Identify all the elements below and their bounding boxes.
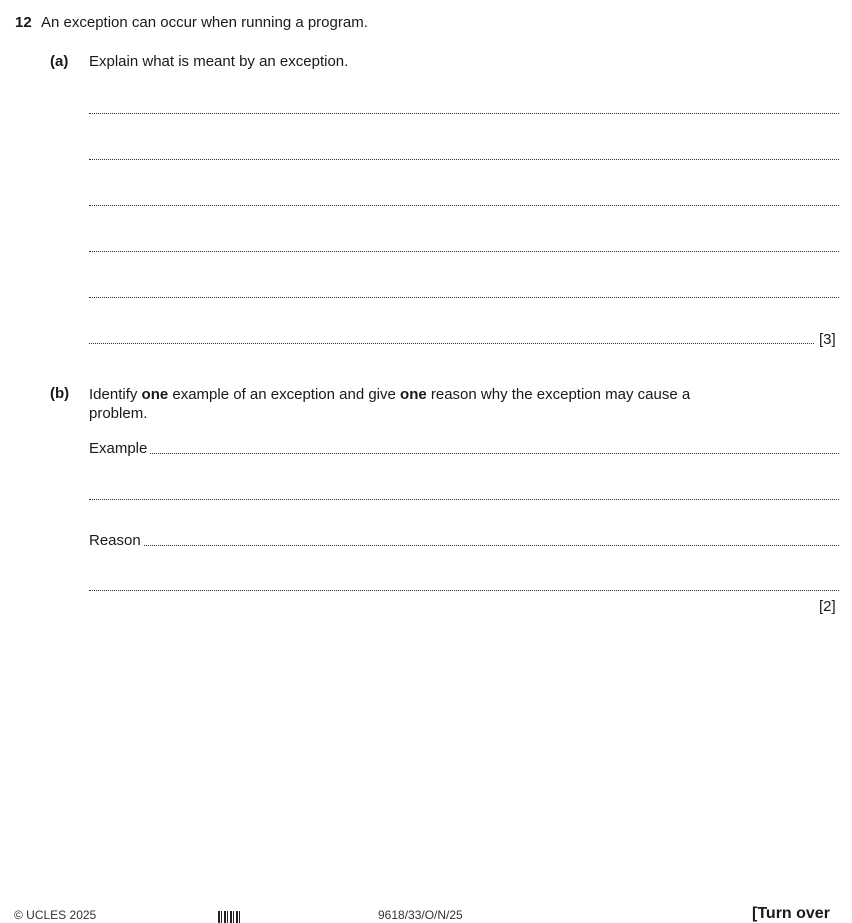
part-a-prompt: Explain what is meant by an exception. bbox=[89, 53, 349, 70]
turn-over-label: [Turn over bbox=[752, 905, 830, 922]
reason-line-2[interactable] bbox=[89, 590, 839, 591]
barcode-icon bbox=[218, 911, 240, 923]
footer-copyright: © UCLES 2025 bbox=[14, 908, 97, 922]
part-b-emphasis-1: one bbox=[141, 386, 169, 403]
answer-line-a6[interactable] bbox=[89, 343, 814, 344]
part-a-marks: [3] bbox=[819, 331, 836, 348]
example-line-2[interactable] bbox=[89, 499, 839, 500]
part-b-prompt-text-2: example of an exception and give bbox=[168, 386, 401, 403]
part-b-prompt bbox=[89, 385, 841, 405]
part-b-prompt-text-1: Identify bbox=[89, 386, 142, 403]
footer-paper-code: 9618/33/O/N/25 bbox=[378, 908, 463, 922]
part-b-prompt-line2: problem. bbox=[89, 405, 148, 422]
reason-line-1[interactable] bbox=[89, 545, 839, 546]
reason-label: Reason bbox=[89, 532, 141, 549]
part-b-marks: [2] bbox=[819, 598, 836, 615]
question-stem: An exception can occur when running a program. bbox=[41, 14, 368, 31]
part-b-prompt-text-3: reason why the exception may cause a bbox=[426, 386, 691, 403]
part-b-emphasis-2: one bbox=[400, 386, 427, 403]
answer-line-a4[interactable] bbox=[89, 251, 839, 252]
part-b-label: (b) bbox=[50, 385, 70, 402]
example-label: Example bbox=[89, 440, 148, 457]
example-line-1[interactable] bbox=[89, 453, 839, 454]
question-number: 12 bbox=[15, 14, 32, 31]
answer-line-a1[interactable] bbox=[89, 113, 839, 114]
answer-line-a2[interactable] bbox=[89, 159, 839, 160]
answer-line-a3[interactable] bbox=[89, 205, 839, 206]
part-a-label: (a) bbox=[50, 53, 69, 70]
answer-line-a5[interactable] bbox=[89, 297, 839, 298]
